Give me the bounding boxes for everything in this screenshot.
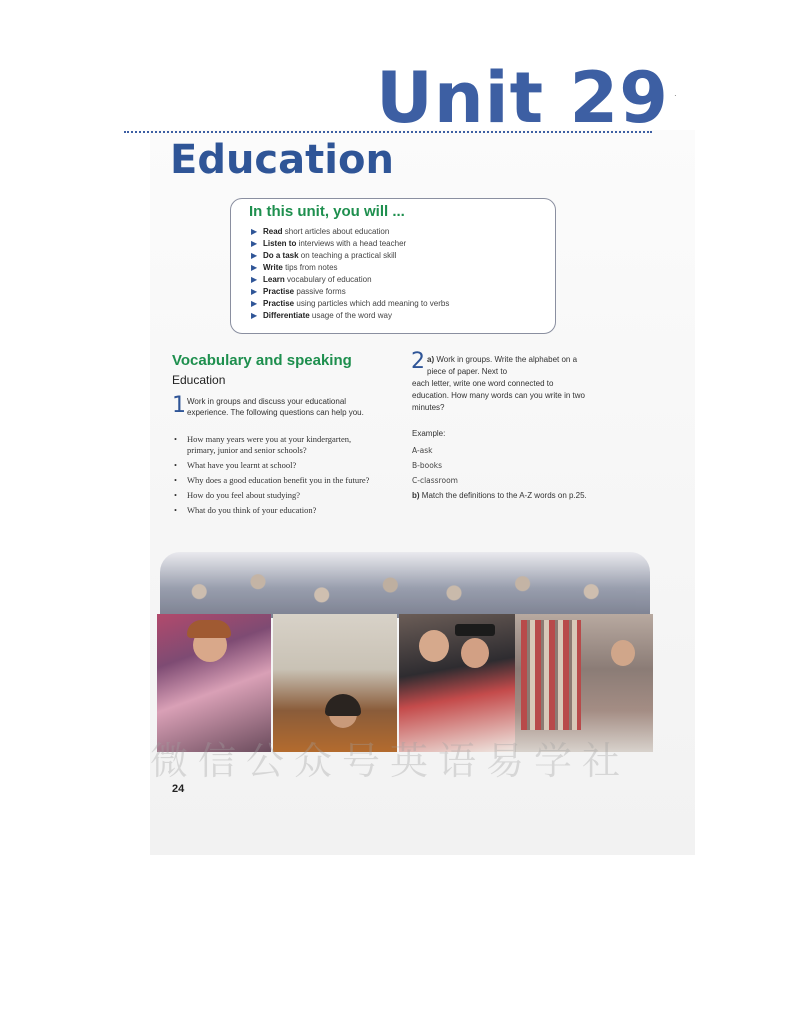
unit-title: Unit 29 xyxy=(376,57,669,139)
task-number: 1 xyxy=(172,393,186,418)
hair xyxy=(325,694,361,716)
face xyxy=(461,638,489,668)
task-number: 2 xyxy=(411,349,425,374)
list-item: • How do you feel about studying? xyxy=(172,490,372,501)
dotted-divider xyxy=(124,131,652,133)
objectives-heading: In this unit, you will ... xyxy=(249,203,405,220)
bullet-triangle-icon: ▶ xyxy=(251,251,258,260)
list-item: A-ask xyxy=(412,446,433,455)
list-item: ▶ Write tips from notes xyxy=(251,263,338,272)
list-item: ▶ Practise using particles which add meaning to verbs xyxy=(251,299,450,308)
section-subheading: Education xyxy=(172,373,226,387)
list-item: ▶ Differentiate usage of the word way xyxy=(251,311,392,320)
watermark-text: 微信公众号英语易学社 xyxy=(150,739,631,783)
face xyxy=(611,640,635,666)
bullet-triangle-icon: ▶ xyxy=(251,299,258,308)
bullet-triangle-icon: ▶ xyxy=(251,275,258,284)
bookshelf xyxy=(521,620,581,730)
task-instructions: Work in groups and discuss your educational experience. The following questions can help you. xyxy=(187,397,364,417)
bullet-triangle-icon: ▶ xyxy=(251,287,258,296)
bullet-triangle-icon: ▶ xyxy=(251,263,258,272)
unit-objectives-box xyxy=(230,198,556,334)
objectives-list xyxy=(251,226,449,322)
hair xyxy=(187,620,231,638)
example-label: Example: xyxy=(412,429,446,438)
dot-mark: · xyxy=(674,91,677,100)
task-2a-text-continued: each letter, write one word connected to education. How many words can you write in two minutes? xyxy=(412,379,585,412)
bullet-triangle-icon: ▶ xyxy=(251,227,258,236)
list-item: ▶ Listen to interviews with a head teacher xyxy=(251,239,407,248)
list-item: • How many years were you at your kindergarten, primary, junior and senior schools? xyxy=(172,434,372,456)
list-item: ▶ Learn vocabulary of education xyxy=(251,275,372,284)
discussion-questions xyxy=(172,434,372,520)
bullet-triangle-icon: ▶ xyxy=(251,239,258,248)
page-title: Education xyxy=(170,137,394,183)
list-item: ▶ Do a task on teaching a practical skill xyxy=(251,251,397,260)
page-number: 24 xyxy=(172,783,185,795)
list-item: ▶ Read short articles about education xyxy=(251,227,390,236)
list-item: • Why does a good education benefit you in the future? xyxy=(172,475,372,486)
list-item: • What have you learnt at school? xyxy=(172,460,372,471)
lecture-hall-photo xyxy=(160,552,650,618)
list-item: ▶ Practise passive forms xyxy=(251,287,346,296)
list-item: • What do you think of your education? xyxy=(172,505,372,516)
section-heading: Vocabulary and speaking xyxy=(172,352,352,369)
example-list xyxy=(412,443,458,488)
face xyxy=(419,630,449,662)
cap xyxy=(455,624,495,636)
task-2b-text: b) Match the definitions to the A-Z words on p.25. xyxy=(412,491,587,500)
bullet-triangle-icon: ▶ xyxy=(251,311,258,320)
list-item: B-books xyxy=(412,461,443,470)
list-item: C-classroom xyxy=(412,476,458,485)
task-2a-text: a) Work in groups. Write the alphabet on a piece of paper. Next to xyxy=(427,355,578,376)
